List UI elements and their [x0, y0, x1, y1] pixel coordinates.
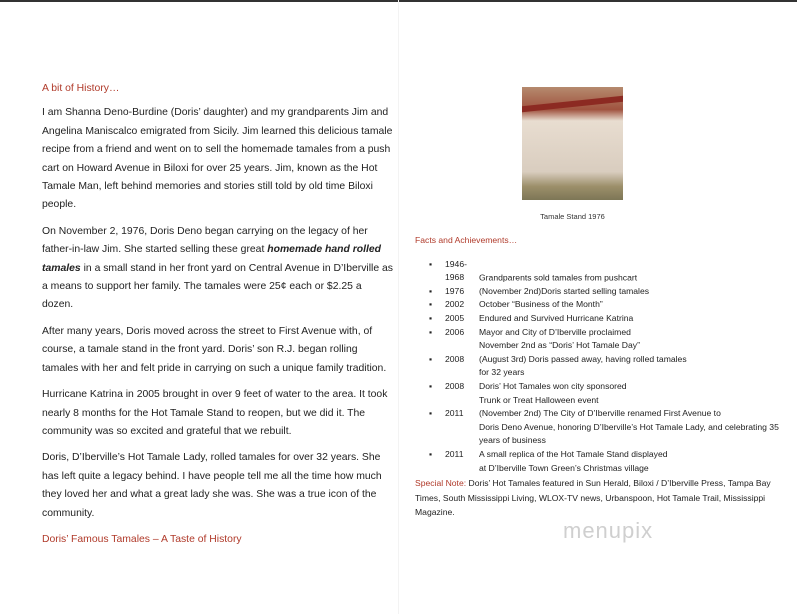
fact-item: [429, 380, 785, 407]
fact-subtext: for 32 years: [479, 367, 525, 378]
fact-year: 2006: [445, 326, 465, 337]
fact-text: (August 3rd) Doris passed away, having rolled tamales: [479, 353, 687, 364]
fact-text: (November 2nd)Doris started selling tamales: [479, 285, 650, 296]
fact-year: 2008: [445, 380, 465, 391]
fact-text: October “Business of the Month”: [479, 299, 603, 310]
fact-text: Mayor and City of D’Iberville proclaimed: [479, 326, 631, 337]
fact-text: Grandparents sold tamales from pushcart: [479, 272, 638, 283]
bullet-icon: ▪: [429, 299, 433, 310]
fact-year: 2011: [445, 448, 464, 459]
facts-heading: Facts and Achievements…: [415, 235, 518, 245]
fact-item: [429, 407, 785, 448]
text: in a small stand in her front yard on Central Avenue in D’Iberville as a means to support her family. The tamales were 25¢ each or $2.25 a dozen.: [42, 262, 393, 311]
fact-year: 2002: [445, 299, 465, 310]
note-text: Doris’ Hot Tamales featured in Sun Herald, Biloxi / D’Iberville Press, Tampa Bay Times, South Mississippi Living, WLOX-TV news, Urbanspoon, Hot Tamale Trail, Mississippi Magazine.: [415, 478, 771, 517]
fact-item: [429, 448, 785, 475]
history-paragraph: Hurricane Katrina in 2005 brought in over 9 feet of water to the area. It took nearly 8 months for the Hot Tamale Stand to reopen, but we did it. The community was so excited and grateful that we rebuilt.: [42, 389, 388, 437]
fact-subtext: November 2nd as “Doris’ Hot Tamale Day”: [479, 340, 640, 351]
bullet-icon: ▪: [429, 326, 433, 337]
fact-year: 2008: [445, 353, 465, 364]
bullet-icon: ▪: [429, 380, 433, 391]
text: On November 2, 1976, Doris Deno began carrying on the legacy of her father-in-law Jim. She started selling these great: [42, 225, 368, 256]
bullet-icon: ▪: [429, 448, 433, 459]
bullet-icon: ▪: [429, 353, 433, 364]
history-paragraph: [42, 223, 394, 315]
fact-text: A small replica of the Hot Tamale Stand displayed: [479, 448, 668, 459]
fact-subtext: Doris Deno Avenue, honoring D’Iberville’s Hot Tamale Lady, and celebrating 35 years of business: [479, 421, 779, 446]
photo-caption: Tamale Stand 1976: [540, 212, 605, 221]
fact-text: Endured and Survived Hurricane Katrina: [479, 312, 634, 323]
fact-year: 2005: [445, 312, 465, 323]
page-fold: [398, 0, 399, 614]
fact-text: Doris’ Hot Tamales won city sponsored: [479, 380, 627, 391]
history-paragraph: Doris, D’Iberville’s Hot Tamale Lady, rolled tamales for over 32 years. She has left quite a legacy behind. I have people tell me all the time how much they loved her and what a great lady she was. She was a true icon of the community.: [42, 452, 382, 519]
photo-roof: [522, 96, 623, 113]
special-note: [415, 476, 775, 520]
bullet-icon: ▪: [429, 258, 433, 269]
bullet-icon: ▪: [429, 408, 433, 419]
fact-item: [429, 258, 785, 285]
history-heading: A bit of History…: [42, 83, 120, 94]
fact-subtext: Trunk or Treat Halloween event: [479, 394, 599, 405]
fact-item: [429, 312, 785, 326]
tamale-stand-photo: [522, 87, 623, 200]
fact-year: 2011: [445, 408, 464, 419]
fact-year: 1976: [445, 285, 465, 296]
history-column: [42, 80, 394, 549]
fact-item: [429, 353, 785, 380]
fact-text: (November 2nd) The City of D’Iberville renamed First Avenue to: [479, 408, 721, 419]
history-paragraph: After many years, Doris moved across the street to First Avenue with, of course, a tamale stand in the front yard. Doris’ son R.J. began rolling tamales with her and felt pride in carrying on such a unique family tradition.: [42, 325, 387, 374]
bullet-icon: ▪: [429, 285, 433, 296]
emphasis: homemade hand rolled tamales: [42, 244, 381, 274]
note-label: Special Note:: [415, 478, 467, 488]
facts-column: [415, 234, 785, 475]
menupix-watermark: menupix: [563, 518, 654, 543]
fact-year: 1946-1968: [445, 258, 467, 283]
facts-list: [415, 258, 785, 476]
bullet-icon: ▪: [429, 312, 433, 323]
history-paragraph: I am Shanna Deno-Burdine (Doris’ daughter) and my grandparents Jim and Angelina Maniscalco emigrated from Sicily. Jim learned this delicious tamale recipe from a friend and went on to sell the homemade tamales from a push cart on Howard Avenue in Biloxi for over 25 years. Jim, known as the Hot Tamale Man, left behind memories and stories still told by old time Biloxi people.: [42, 107, 393, 211]
fact-item: [429, 285, 785, 299]
fact-subtext: at D’Iberville Town Green’s Christmas village: [479, 462, 649, 473]
fact-item: [429, 326, 785, 353]
history-footer: Doris’ Famous Tamales – A Taste of History: [42, 533, 242, 545]
fact-item: [429, 298, 785, 312]
